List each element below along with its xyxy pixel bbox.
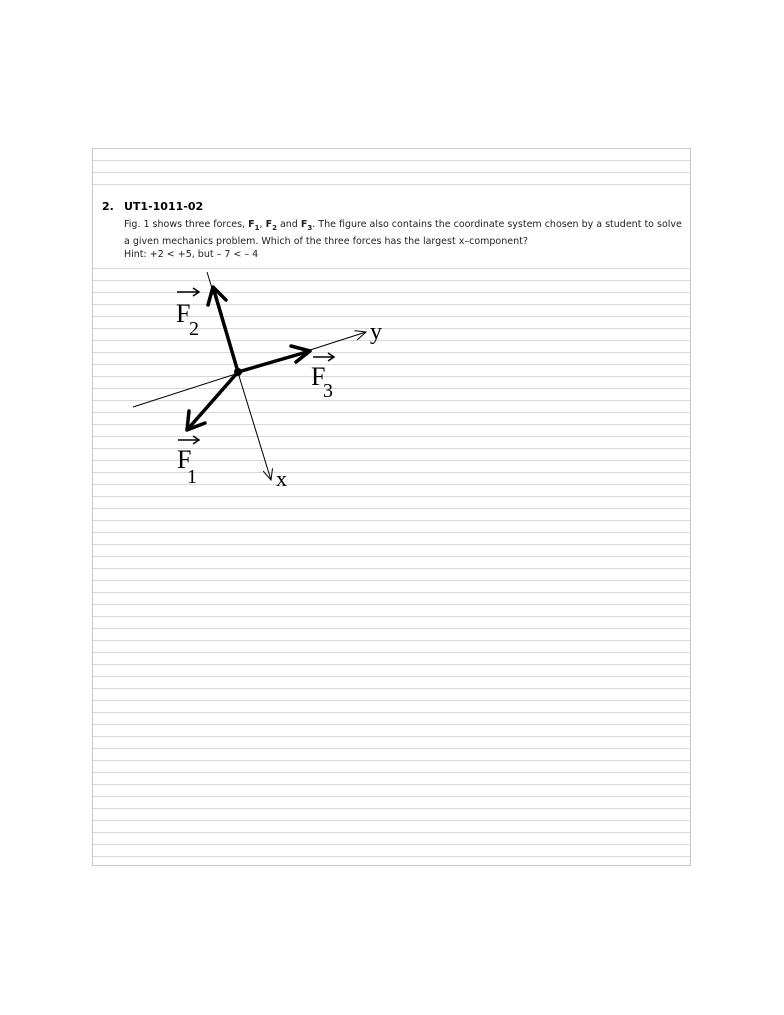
- question-text-body: . The figure also contains the coordinate system chosen by a student to solve a given mechanics problem. Which of the three forces has the largest x–component?: [124, 219, 682, 247]
- svg-text:2: 2: [189, 318, 199, 340]
- force-f2-label: [176, 288, 199, 340]
- force-f1-ref: $F_1$: [248, 219, 260, 232]
- force-f1-arrow: [187, 372, 238, 430]
- question-text-intro: Fig. 1 shows three forces,: [124, 219, 249, 230]
- svg-text:3: 3: [323, 380, 333, 402]
- question-hint: Hint: +2 < +5, but – 7 < – 4: [124, 248, 259, 260]
- origin-point: [234, 368, 242, 376]
- question-text-comma: ,: [259, 219, 266, 230]
- force-f3-label: [311, 353, 334, 402]
- y-axis-label: y: [370, 319, 382, 345]
- force-f3-ref: $F_3$: [300, 219, 313, 232]
- svg-text:F: F: [176, 299, 191, 328]
- force-f2-ref: $F_2$: [265, 219, 277, 232]
- force-f1-label: [177, 436, 199, 488]
- force-f3-arrow: [238, 346, 310, 372]
- x-axis-label: x: [276, 466, 287, 491]
- force-f2-arrow: [208, 287, 238, 372]
- svg-text:1: 1: [187, 466, 197, 488]
- svg-text:F: F: [177, 445, 192, 474]
- question-text-and: and: [276, 219, 301, 230]
- svg-text:F: F: [311, 362, 326, 391]
- question-number: 2.: [102, 200, 114, 213]
- question-title: UT1-1011-02: [124, 200, 204, 213]
